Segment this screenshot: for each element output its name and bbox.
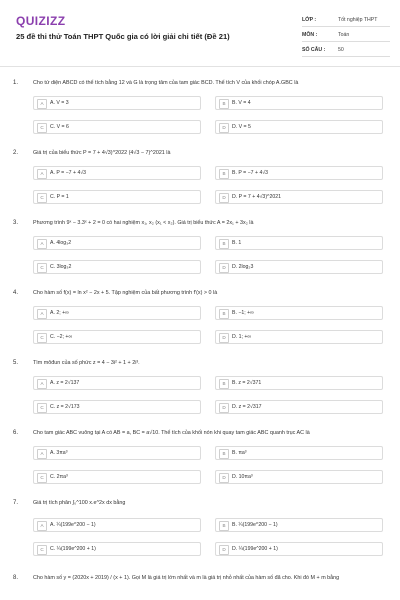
option-letter: D — [219, 403, 229, 413]
question-text: Cho tứ diện ABCD có thể tích bằng 12 và G là trọng tâm của tam giác BCD. Thể tích V của khối chóp A.GBC là — [33, 80, 299, 86]
option-b[interactable] — [215, 166, 383, 180]
option-text: B. P = −7 + 4√3 — [232, 170, 269, 176]
option-letter: B — [219, 99, 229, 109]
option-d[interactable] — [215, 260, 383, 274]
option-letter: C — [37, 473, 47, 483]
question-text: Giá trị tích phân ∫₀^100 x.e^2x dx bằng — [33, 500, 126, 506]
option-text: C. V = 6 — [50, 124, 69, 130]
option-d[interactable] — [215, 400, 383, 414]
question-number: 3. — [13, 220, 19, 226]
option-letter: C — [37, 123, 47, 133]
option-letter: B — [219, 521, 229, 531]
question-text: Phương trình 9ˣ − 3.3ˣ + 2 = 0 có hai nghiệm x₁, x₂ (x₁ < x₂). Giá trị biểu thức A = 2x₁ + 3x₂ là — [33, 220, 254, 226]
option-text: A. z = 2√137 — [50, 380, 80, 386]
option-letter: D — [219, 545, 229, 555]
option-text: A. P = −7 + 4√3 — [50, 170, 87, 176]
option-letter: B — [219, 239, 229, 249]
option-text: B. V = 4 — [232, 100, 251, 106]
option-letter: A — [37, 239, 47, 249]
option-letter: B — [219, 169, 229, 179]
option-letter: B — [219, 379, 229, 389]
option-letter: C — [37, 545, 47, 555]
meta-row-count — [302, 44, 390, 57]
option-letter: B — [219, 449, 229, 459]
option-text: C. ¼(199e^200 + 1) — [50, 546, 96, 552]
question-number: 7. — [13, 500, 19, 506]
option-letter: D — [219, 263, 229, 273]
option-a[interactable] — [33, 446, 201, 460]
option-text: A. 2; +∞ — [50, 310, 69, 316]
option-c[interactable] — [33, 400, 201, 414]
question-text: Cho hàm số y = (2020x + 2019) / (x + 1). Gọi M là giá trị lớn nhất và m là giá trị nhỏ nhất của hàm số đã cho. Khi đó M + m bằng — [33, 575, 340, 581]
option-d[interactable] — [215, 330, 383, 344]
option-d[interactable] — [215, 120, 383, 134]
option-text: B. 1 — [232, 240, 242, 246]
option-text: B. −1; +∞ — [232, 310, 254, 316]
option-c[interactable] — [33, 542, 201, 556]
meta-row-class — [302, 14, 390, 27]
option-a[interactable] — [33, 236, 201, 250]
option-letter: C — [37, 193, 47, 203]
page-title: 25 đề thi thử Toán THPT Quốc gia có lời giải chi tiết (Đề 21) — [16, 32, 230, 41]
option-text: C. P = 1 — [50, 194, 69, 200]
option-b[interactable] — [215, 376, 383, 390]
option-d[interactable] — [215, 470, 383, 484]
option-b[interactable] — [215, 446, 383, 460]
option-letter: D — [219, 123, 229, 133]
option-letter: A — [37, 379, 47, 389]
header — [0, 0, 400, 62]
option-letter: A — [37, 169, 47, 179]
option-b[interactable] — [215, 518, 383, 532]
option-c[interactable] — [33, 190, 201, 204]
meta-row-subject — [302, 29, 390, 42]
meta-label: SỐ CÂU : — [302, 47, 326, 53]
option-text: D. 1; +∞ — [232, 334, 252, 340]
option-text: D. P = 7 + 4√3)^2021 — [232, 194, 282, 200]
option-b[interactable] — [215, 306, 383, 320]
option-letter: D — [219, 193, 229, 203]
option-letter: D — [219, 473, 229, 483]
option-text: C. −2; +∞ — [50, 334, 73, 340]
question-number: 1. — [13, 80, 19, 86]
option-a[interactable] — [33, 376, 201, 390]
option-text: C. z = 2√173 — [50, 404, 80, 410]
option-letter: C — [37, 263, 47, 273]
option-letter: A — [37, 449, 47, 459]
question-number: 6. — [13, 430, 19, 436]
option-text: B. z = 2√371 — [232, 380, 262, 386]
option-b[interactable] — [215, 96, 383, 110]
header-divider — [0, 66, 400, 67]
question-text: Cho tam giác ABC vuông tại A có AB = a, BC = a√10. Thể tích của khối nón khi quay tam giác ABC quanh trục AC là — [33, 430, 310, 436]
option-a[interactable] — [33, 96, 201, 110]
option-d[interactable] — [215, 190, 383, 204]
meta-value: Toán — [338, 32, 350, 38]
option-letter: C — [37, 403, 47, 413]
meta-label: LỚP : — [302, 17, 317, 23]
option-text: A. V = 3 — [50, 100, 69, 106]
option-text: C. 2πa³ — [50, 474, 68, 480]
question-number: 5. — [13, 360, 19, 366]
option-text: B. πa³ — [232, 450, 247, 456]
question-number: 8. — [13, 575, 19, 581]
option-letter: A — [37, 309, 47, 319]
option-c[interactable] — [33, 260, 201, 274]
option-text: D. V = 5 — [232, 124, 251, 130]
option-text: D. z = 2√317 — [232, 404, 262, 410]
meta-panel — [302, 14, 390, 59]
question-text: Cho hàm số f(x) = ln x² − 2x + 5. Tập nghiệm của bất phương trình f′(x) > 0 là — [33, 290, 218, 296]
option-text: C. 3log₃2 — [50, 264, 72, 270]
option-text: A. 4log₃2 — [50, 240, 72, 246]
option-letter: D — [219, 333, 229, 343]
option-letter: C — [37, 333, 47, 343]
meta-label: MÔN : — [302, 32, 318, 38]
meta-value: 50 — [338, 47, 344, 53]
option-a[interactable] — [33, 518, 201, 532]
quizizz-logo: QUIZIZZ — [16, 14, 66, 28]
option-text: D. 10πa³ — [232, 474, 253, 480]
option-c[interactable] — [33, 470, 201, 484]
option-b[interactable] — [215, 236, 383, 250]
meta-value: Tốt nghiệp THPT — [338, 17, 378, 23]
option-c[interactable] — [33, 120, 201, 134]
option-text: D. ¼(199e^200 + 1) — [232, 546, 278, 552]
option-letter: B — [219, 309, 229, 319]
option-letter: A — [37, 99, 47, 109]
question-number: 4. — [13, 290, 19, 296]
question-number: 2. — [13, 150, 19, 156]
question-text: Tìm môđun của số phức z = 4 − 3i² + 1 + 2i³. — [33, 360, 140, 366]
option-d[interactable] — [215, 542, 383, 556]
option-text: B. ¼(199e^200 − 1) — [232, 522, 278, 528]
option-c[interactable] — [33, 330, 201, 344]
option-letter: A — [37, 521, 47, 531]
option-a[interactable] — [33, 166, 201, 180]
question-text: Giá trị của biểu thức P = 7 + 4√3)^2022 (4√3 − 7)^2021 là — [33, 150, 171, 156]
option-a[interactable] — [33, 306, 201, 320]
option-text: A. ¼(199e^200 − 1) — [50, 522, 96, 528]
option-text: D. 2log₂3 — [232, 264, 254, 270]
option-text: A. 3πa³ — [50, 450, 68, 456]
